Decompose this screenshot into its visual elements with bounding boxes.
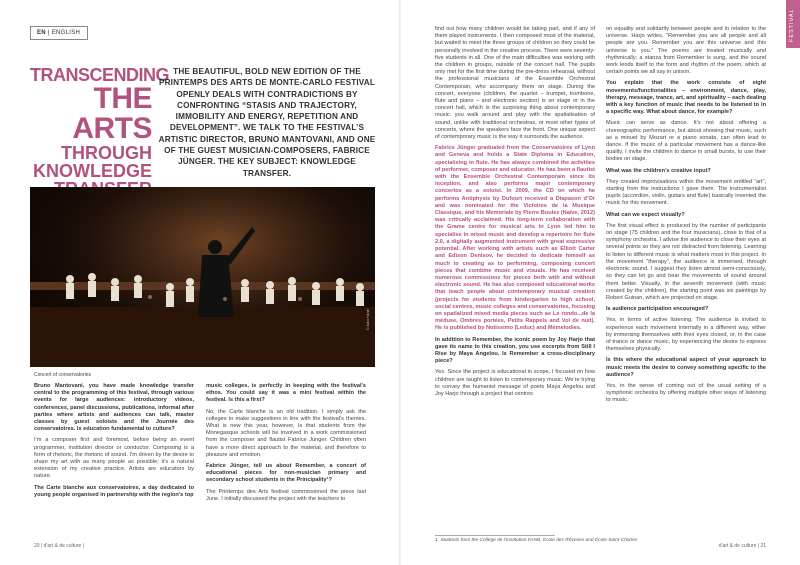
- section-tab-label: FESTIVAL: [789, 8, 795, 42]
- question-9: Is this where the educational aspect of your approach to music meets the desire to convey something specific to the audience?: [606, 357, 766, 378]
- photo-credit: © Alain Hanel: [366, 308, 370, 330]
- question-7: What can we expect visually?: [606, 211, 685, 218]
- answer-3-continued: find out how many children would be taking part, and if any of them played instruments. I then composed most of the material, but waited to meet the three groups of children so they could be personally involved in the creative process. There were seventy-five students in all. One of the main difficulties was working with the children in groups, outside of the concert hall. The pupils only met for the first time during the pre-dress rehearsal, without the professional musicians of the Ensemble Orchestral Contemporain, who accompany them on stage. During the concert, everyone (children, the quartet – trumpet, trombone, flute and piano – and electronic section) is on stage or in the concert hall, which is the surprising thing about contemporary music: you walk around and play with the spatialisation of sound, unlike with traditional orchestras, or most other types of concerts, where the speakers face the front. One unique aspect of contemporary music is the way it surrounds the audience.: [435, 26, 595, 141]
- intro-paragraph: THE BEAUTIFUL, BOLD NEW EDITION OF THE PRINTEMPS DES ARTS DE MONTE-CARLO FESTIVAL OPENLY DEALS WITH CONTRADICTIONS BY CONFRONTING “STASIS AND TRAJECTORY, IMMOBILITY AND ENERGY, REPETITION AND DEVELOPMENT”. WE TALK TO THE FESTIVAL’S ARTISTIC DIRECTOR, BRUNO MANTOVANI, AND ONE OF THE GUEST MUSICIAN-COMPOSERS, FABRICE JÜNGER. THE KEY SUBJECT: KNOWLEDGE TRANSFER.: [158, 67, 376, 178]
- footnote-rule: [435, 535, 555, 536]
- question-4: In addition to Remember, the iconic poem by Joy Harjo that gave its name to this creation, you use excerpts from Still I Rise by Maya Angelou. Is Remember a cross-disciplinary piece?: [435, 336, 595, 365]
- question-1: Bruno Mantovani, you have made knowledge transfer central to the programming of this festival, through various events for large audiences: introductory videos, conferences, panel discussions, publications, informal after parties where artists and audiences can talk, master classes by guest soloists and the Journée des conservatoires. Is education fundamental to culture?: [34, 383, 194, 433]
- concert-photo-illustration: [30, 187, 375, 367]
- section-tab: [786, 0, 800, 48]
- title-line-1: TRANSCENDING: [30, 65, 170, 85]
- answer-4: Yes. Since the project is educational in scope, I focused on how children are taught to listen to contemporary music. We’re trying to convey the humanist message of poets Maya Angelou and Joy Harjo through a project that centres: [435, 369, 595, 397]
- answer-6: They created improvisations within the movement entitled “art”, starting from the instructions I gave them. The instrumentalist pupils (accordion, violin, guitars and flute) basically invented the music for this movement.: [606, 178, 766, 207]
- composer-bio: Fabrice Jünger graduated from the Conservatoires of Lyon and Geneva and holds a State Diploma in Education, specialising in flute. He has always combined the activities of performer, composer and educator. He has been a flautist with the Ensemble Orchestral Contemporain since its inception, and also performs major contemporary concertos as a soloist. In 2009, the CD on which he performs Antiphysis by Dufourt received a Diapason d’Or and was nominated for the Victoires de la Musique Classique, and his Memoriale by Pierre Boulez (Naïve, 2012) was critically acclaimed. His long-term collaboration with the Grame centre for musical arts in Lyon led him to specialise in mixed music and develop a repertoire for flute 2.0, a digitally augmented instrument with great expressive potential. After working with artists such as Elliott Carter and Edison Denisov, he decided to dedicate himself as much to creating as to performing, composing concert pieces that combine music and visuals. He has received numerous commissions for pieces both with and without electronic sound. He has also composed educational works that teach people about contemporary musical creation (projects for students from kindergarten to high school, social centres, music colleges and conservatories, focusing on spatialized mixed media pieces such as Le rondo...de la méduse, Ombres portées, Petits Rappels and Vol de nuit). He is published by Notissimo (Leduc) and Mémelodies.: [435, 145, 595, 332]
- question-6: What was the children’s creative input?: [606, 167, 711, 174]
- title-line-3: THROUGH: [61, 143, 152, 163]
- column-3: [435, 26, 595, 402]
- answer-7: The first visual effect is produced by the number of participants on stage (75 children and the four musicians), close to that of a symphony orchestra. I advise the audience to close their eyes at several points so they are not distracted from listening. Learning to listen to different music is what matters most in this project. In the movement “therapy”, the audience is immersed, through electronic sound. I suggest they listen almost semi-consciously, so they can let go and hear the movements of sound around them better. Visually, in the seventh movement (with music created by the children), the starting point was six paintings by Robert Guinan, which are projected on stage.: [606, 222, 766, 301]
- concert-photo: [30, 187, 375, 367]
- question-8: Is audience participation encouraged?: [606, 306, 709, 313]
- question-2-continued: music colleges, is perfectly in keeping with the festival’s ethos. You could say it was a mini festival within the festival. Is this a first?: [206, 383, 366, 404]
- language-code: EN: [37, 30, 46, 36]
- question-2: The Carte blanche aux conservatoires, a day dedicated to young people organised in partnership with the region’s top: [34, 484, 194, 498]
- column-2: [206, 383, 366, 507]
- answer-9: Yes, in the sense of coming out of the usual setting of a symphonic orchestra by offering multiple other ways of listening to music.: [606, 382, 766, 404]
- article-title: [30, 65, 170, 198]
- answer-2: No, the Carte blanche is an old tradition. I simply ask the colleges to make suggestions in line with the festival’s themes. What is new this year, however, is that students from the Monegasque schools will be involved in a work commissioned from the composer and flautist Fabrice Jünger. Children often have a more direct approach to the material, and therefore to pleasure and emotion.: [206, 408, 366, 458]
- question-5: You explain that the work consists of eight movements/functionalities – environment, dance, play, therapy, message, trance, art, and spirituality – each dealing with a key function of music that needs to be listened to in a specific way. What about dance, for example?: [606, 80, 766, 116]
- title-line-4: KNOWLEDGE: [33, 161, 152, 181]
- footer-right: d'art & de culture | 21: [718, 543, 766, 549]
- answer-4-continued: on equality and solidarity between people and in relation to the universe. Harjo writes, “Remember you are all people and all people are you. Remember you are this universe and this universe is you.” The poems are treated musically and rhythmically; a stanza from Remember is sung, and the sound work lends itself to the form and rhythm of the poem, which at certain points we all say in unison.: [606, 26, 766, 76]
- page-gutter: [399, 0, 401, 565]
- question-3: Fabrice Jünger, tell us about Remember, a concert of educational pieces for non-musician primary and secondary school students in the Principality¹?: [206, 463, 366, 484]
- photo-caption: Concert of conservatories: [34, 372, 91, 378]
- answer-3: The Printemps des Arts festival commissioned the piece last June. I initially discussed the project with the teachers to: [206, 488, 366, 502]
- answer-1: I’m a composer first and foremost, before being an event programmer, institution director or conductor. Composing is a form of rhetoric, the rhetoric of sound. I’m driven by the desire to share my art with as many people as possible; it’s a natural extension of my creative practice. Artists are educators by nature.: [34, 437, 194, 480]
- title-line-2: THE ARTS: [72, 82, 152, 145]
- footer-left: 20 | d'art & de culture |: [34, 543, 84, 549]
- column-4: [606, 26, 766, 409]
- column-1: [34, 383, 194, 503]
- footnote: 1. Students from the Collège de l’Institution FANB, École des Révories and École Saint-Charles: [435, 538, 638, 543]
- language-label: ENGLISH: [51, 30, 81, 36]
- answer-8: Yes, in terms of active listening. The audience is invited to experience each movement internally in a different way, either by immersing themselves with their eyes closed, or, in the case of trance or dance music, by experiencing the desire to express themselves physically.: [606, 317, 766, 353]
- language-badge: EN | ENGLISH: [30, 26, 88, 40]
- answer-5: Music can serve as dance. It’s not about offering a choreographic performance, but about showing that music, such as a minuet by Mozart or a piano sonata, can often lead to dance. If the music of a particular movement has a dance-like quality, I invite the children to dance in small bursts, to use their bodies on stage.: [606, 120, 766, 163]
